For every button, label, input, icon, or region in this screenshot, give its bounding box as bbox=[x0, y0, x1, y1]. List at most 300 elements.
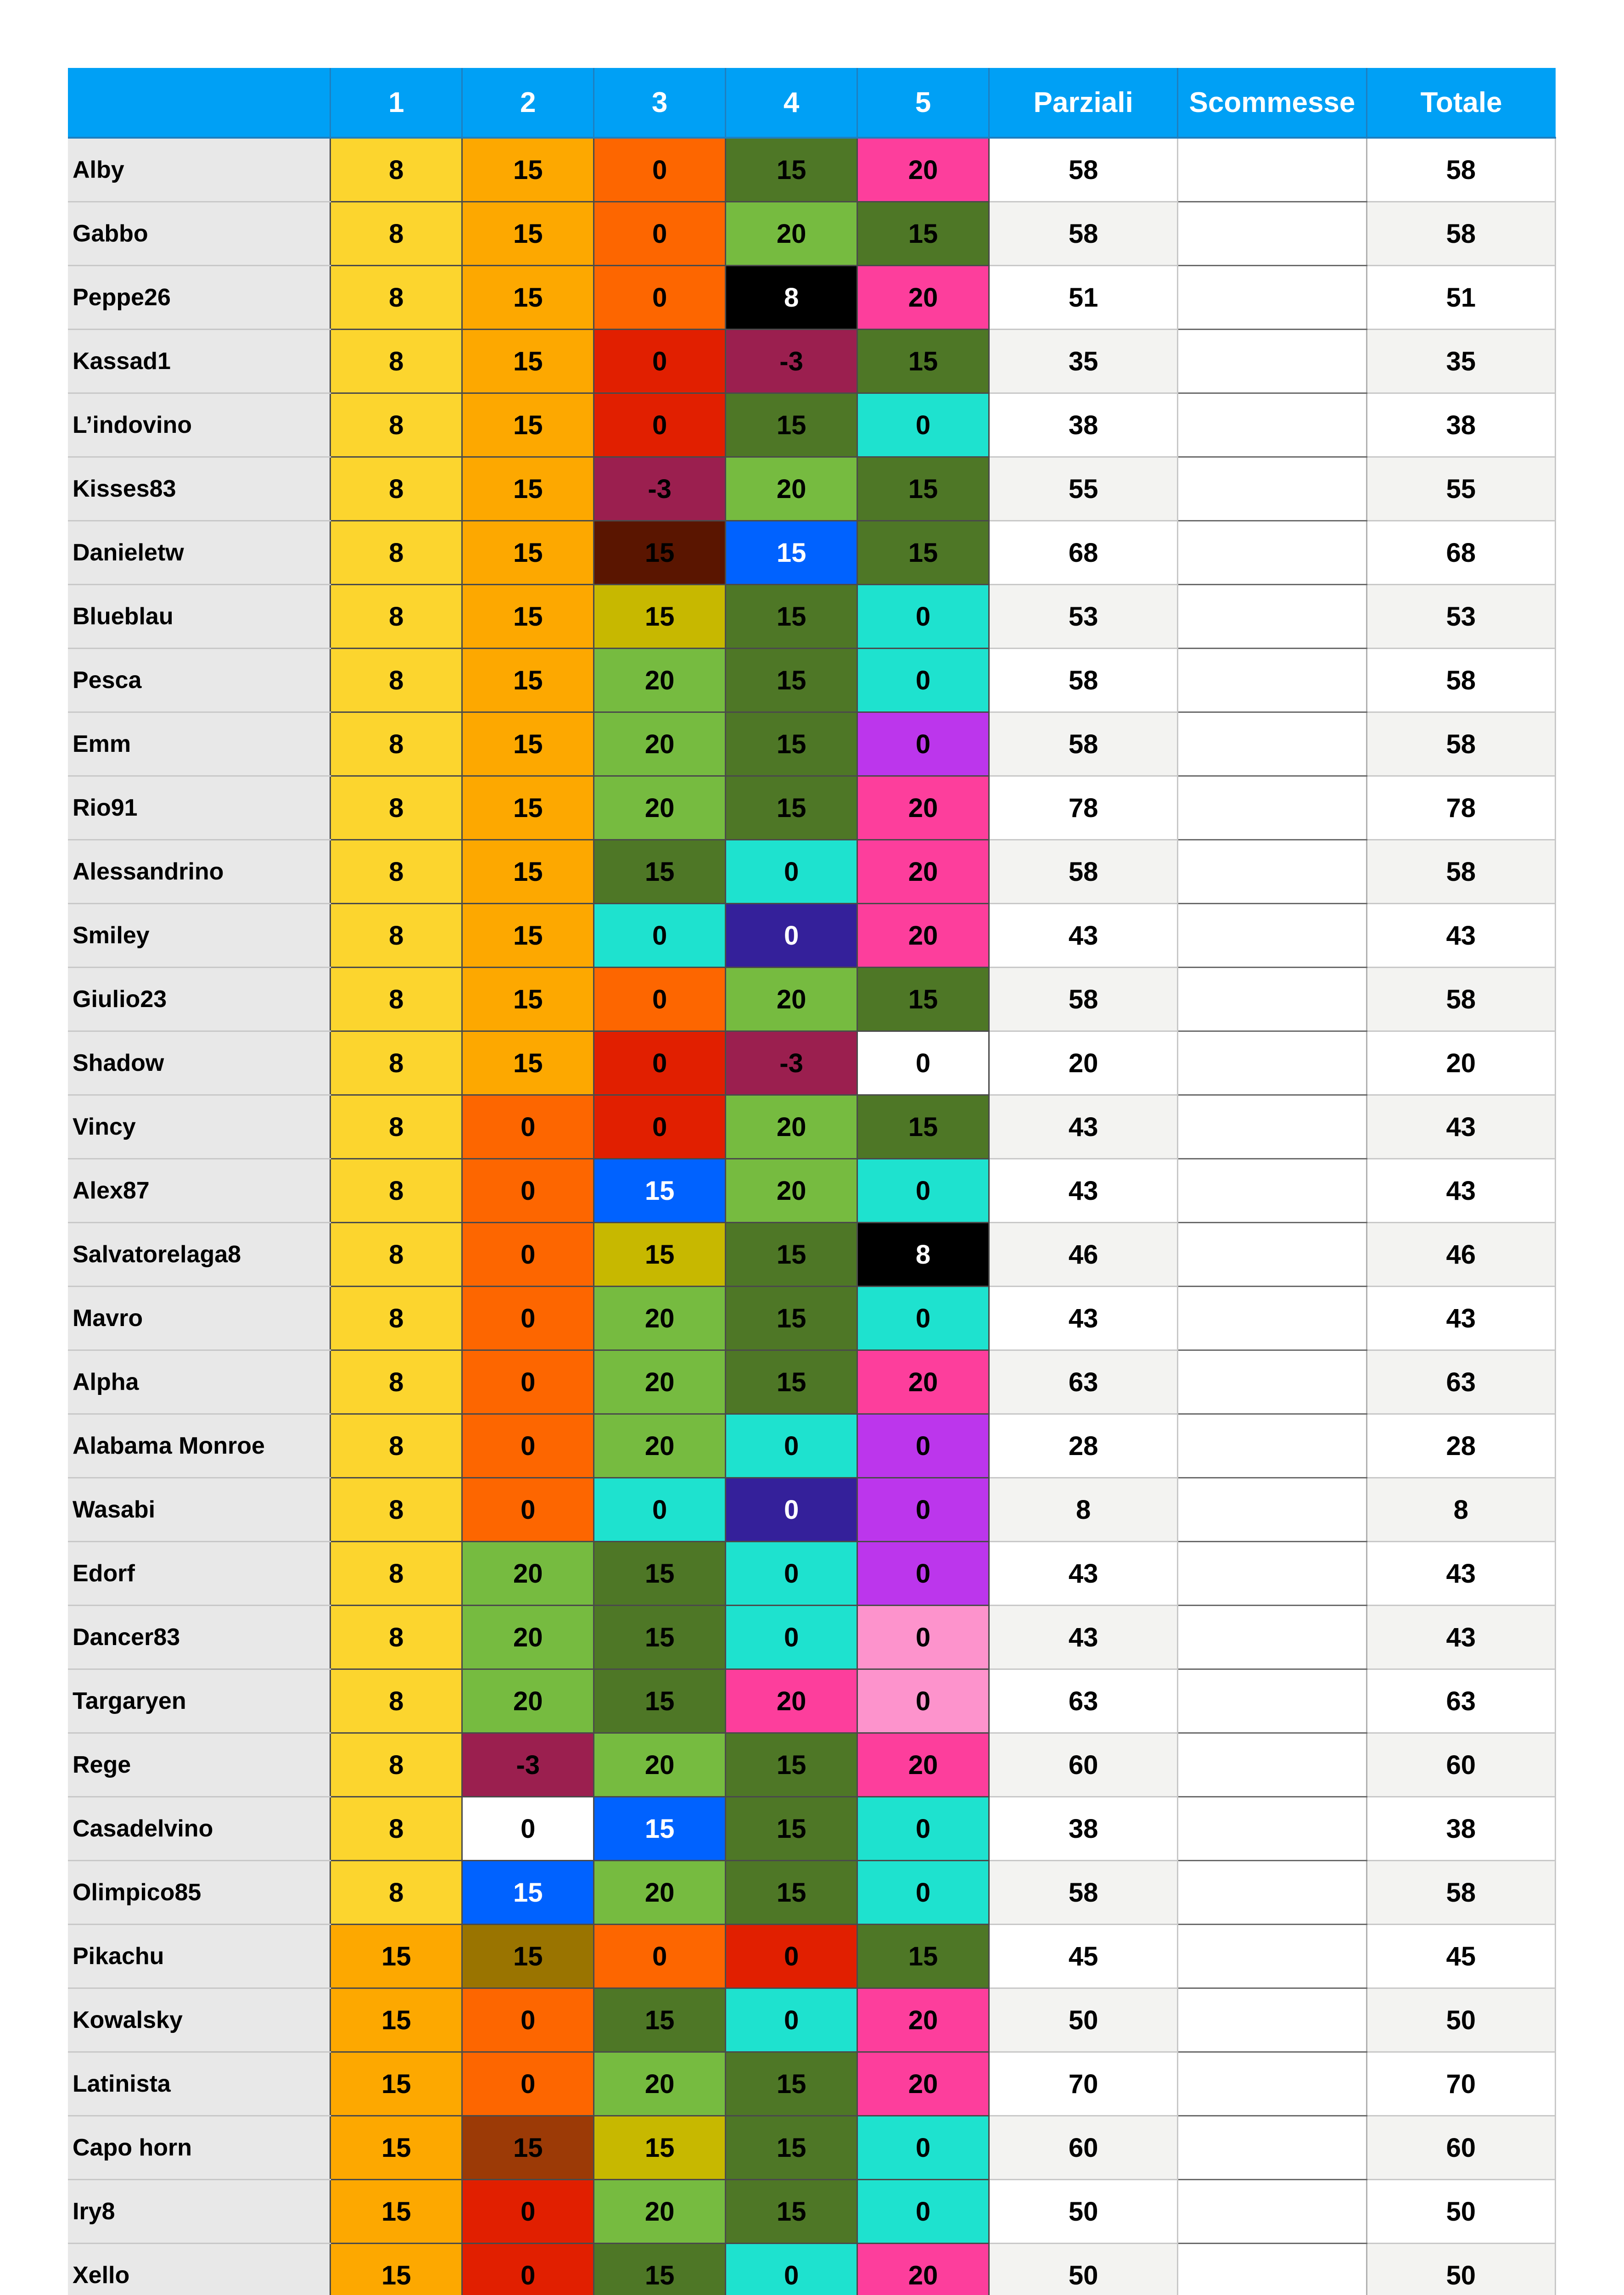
table-row bbox=[68, 1031, 1556, 1095]
totale-cell: 50 bbox=[1366, 1988, 1555, 2052]
table-row bbox=[68, 1414, 1556, 1478]
round-4-score-cell: 0 bbox=[726, 1606, 857, 1669]
round-5-score-cell: 20 bbox=[857, 266, 989, 330]
round-5-score-cell: 20 bbox=[857, 2244, 989, 2295]
player-name-cell: Danieletw bbox=[68, 521, 330, 585]
round-3-score-cell: 0 bbox=[594, 1925, 726, 1988]
scommesse-cell[interactable] bbox=[1178, 2180, 1366, 2244]
round-1-score-cell: 8 bbox=[330, 330, 462, 393]
header-name-column bbox=[68, 68, 330, 138]
totale-cell: 70 bbox=[1366, 2052, 1555, 2116]
round-3-score-cell: 0 bbox=[594, 1031, 726, 1095]
round-1-score-cell: 8 bbox=[330, 1159, 462, 1223]
table-row bbox=[68, 330, 1556, 393]
totale-cell: 78 bbox=[1366, 776, 1555, 840]
player-name-cell: Wasabi bbox=[68, 1478, 330, 1542]
scommesse-cell[interactable] bbox=[1178, 1159, 1366, 1223]
totale-cell: 53 bbox=[1366, 585, 1555, 649]
totale-cell: 43 bbox=[1366, 1287, 1555, 1350]
round-1-score-cell: 8 bbox=[330, 904, 462, 968]
totale-cell: 43 bbox=[1366, 1159, 1555, 1223]
player-name-cell: Giulio23 bbox=[68, 968, 330, 1031]
totale-cell: 20 bbox=[1366, 1031, 1555, 1095]
parziali-cell: 43 bbox=[989, 1287, 1177, 1350]
round-2-score-cell: 15 bbox=[462, 138, 594, 202]
round-2-score-cell: 15 bbox=[462, 585, 594, 649]
totale-cell: 50 bbox=[1366, 2180, 1555, 2244]
round-3-score-cell: 20 bbox=[594, 776, 726, 840]
table-row bbox=[68, 1606, 1556, 1669]
player-name-cell: Casadelvino bbox=[68, 1797, 330, 1861]
parziali-cell: 46 bbox=[989, 1223, 1177, 1287]
scommesse-cell[interactable] bbox=[1178, 1733, 1366, 1797]
totale-cell: 28 bbox=[1366, 1414, 1555, 1478]
parziali-cell: 38 bbox=[989, 393, 1177, 457]
parziali-cell: 63 bbox=[989, 1669, 1177, 1733]
scommesse-cell[interactable] bbox=[1178, 1988, 1366, 2052]
round-4-score-cell: 15 bbox=[726, 1350, 857, 1414]
player-name-cell: Emm bbox=[68, 712, 330, 776]
round-2-score-cell: 15 bbox=[462, 968, 594, 1031]
scommesse-cell[interactable] bbox=[1178, 2244, 1366, 2295]
round-1-score-cell: 8 bbox=[330, 968, 462, 1031]
table-row bbox=[68, 1925, 1556, 1988]
round-3-score-cell: 15 bbox=[594, 1159, 726, 1223]
round-4-score-cell: 15 bbox=[726, 712, 857, 776]
round-5-score-cell: 20 bbox=[857, 1350, 989, 1414]
scommesse-cell[interactable] bbox=[1178, 1031, 1366, 1095]
scommesse-cell[interactable] bbox=[1178, 330, 1366, 393]
scommesse-cell[interactable] bbox=[1178, 1797, 1366, 1861]
round-1-score-cell: 8 bbox=[330, 202, 462, 266]
table-row bbox=[68, 457, 1556, 521]
round-4-score-cell: 20 bbox=[726, 1095, 857, 1159]
round-2-score-cell: 15 bbox=[462, 330, 594, 393]
round-5-score-cell: 0 bbox=[857, 1031, 989, 1095]
round-2-score-cell: 0 bbox=[462, 1287, 594, 1350]
round-2-score-cell: 0 bbox=[462, 1350, 594, 1414]
round-4-score-cell: 0 bbox=[726, 1542, 857, 1606]
scommesse-cell[interactable] bbox=[1178, 585, 1366, 649]
scommesse-cell[interactable] bbox=[1178, 1606, 1366, 1669]
round-3-score-cell: 20 bbox=[594, 1733, 726, 1797]
round-3-score-cell: 0 bbox=[594, 330, 726, 393]
totale-cell: 35 bbox=[1366, 330, 1555, 393]
parziali-cell: 70 bbox=[989, 2052, 1177, 2116]
scommesse-cell[interactable] bbox=[1178, 904, 1366, 968]
round-2-score-cell: 15 bbox=[462, 712, 594, 776]
round-4-score-cell: 15 bbox=[726, 1287, 857, 1350]
round-2-score-cell: 0 bbox=[462, 1414, 594, 1478]
table-row bbox=[68, 2244, 1556, 2295]
score-table-container bbox=[68, 68, 1556, 2295]
scommesse-cell[interactable] bbox=[1178, 712, 1366, 776]
table-row bbox=[68, 1095, 1556, 1159]
scommesse-cell[interactable] bbox=[1178, 1542, 1366, 1606]
parziali-cell: 58 bbox=[989, 202, 1177, 266]
parziali-cell: 43 bbox=[989, 1095, 1177, 1159]
round-3-score-cell: 0 bbox=[594, 393, 726, 457]
round-3-score-cell: 15 bbox=[594, 1669, 726, 1733]
header-column-5: 5 bbox=[857, 68, 989, 138]
round-2-score-cell: 0 bbox=[462, 2180, 594, 2244]
round-2-score-cell: 20 bbox=[462, 1606, 594, 1669]
round-5-score-cell: 20 bbox=[857, 1733, 989, 1797]
round-4-score-cell: 20 bbox=[726, 202, 857, 266]
round-1-score-cell: 8 bbox=[330, 457, 462, 521]
round-4-score-cell: 0 bbox=[726, 840, 857, 904]
table-row bbox=[68, 1478, 1556, 1542]
round-2-score-cell: 20 bbox=[462, 1669, 594, 1733]
scommesse-cell[interactable] bbox=[1178, 1287, 1366, 1350]
round-4-score-cell: 20 bbox=[726, 968, 857, 1031]
player-name-cell: Smiley bbox=[68, 904, 330, 968]
parziali-cell: 58 bbox=[989, 840, 1177, 904]
parziali-cell: 78 bbox=[989, 776, 1177, 840]
round-5-score-cell: 0 bbox=[857, 1797, 989, 1861]
round-2-score-cell: 15 bbox=[462, 393, 594, 457]
table-row bbox=[68, 1159, 1556, 1223]
parziali-cell: 50 bbox=[989, 2180, 1177, 2244]
round-1-score-cell: 8 bbox=[330, 1350, 462, 1414]
round-4-score-cell: -3 bbox=[726, 1031, 857, 1095]
round-5-score-cell: 15 bbox=[857, 1925, 989, 1988]
scommesse-cell[interactable] bbox=[1178, 649, 1366, 712]
player-name-cell: Kisses83 bbox=[68, 457, 330, 521]
totale-cell: 55 bbox=[1366, 457, 1555, 521]
player-name-cell: Pikachu bbox=[68, 1925, 330, 1988]
round-1-score-cell: 8 bbox=[330, 138, 462, 202]
round-4-score-cell: 15 bbox=[726, 1733, 857, 1797]
table-row bbox=[68, 1350, 1556, 1414]
round-1-score-cell: 8 bbox=[330, 1797, 462, 1861]
round-2-score-cell: 15 bbox=[462, 776, 594, 840]
table-row bbox=[68, 585, 1556, 649]
round-5-score-cell: 0 bbox=[857, 712, 989, 776]
round-1-score-cell: 8 bbox=[330, 1733, 462, 1797]
round-3-score-cell: 15 bbox=[594, 1606, 726, 1669]
round-1-score-cell: 8 bbox=[330, 585, 462, 649]
table-row bbox=[68, 1223, 1556, 1287]
parziali-cell: 43 bbox=[989, 1606, 1177, 1669]
round-1-score-cell: 15 bbox=[330, 1925, 462, 1988]
round-1-score-cell: 8 bbox=[330, 1478, 462, 1542]
round-4-score-cell: 0 bbox=[726, 2244, 857, 2295]
scommesse-cell[interactable] bbox=[1178, 2116, 1366, 2180]
round-2-score-cell: 15 bbox=[462, 202, 594, 266]
scommesse-cell[interactable] bbox=[1178, 1669, 1366, 1733]
player-name-cell: Alex87 bbox=[68, 1159, 330, 1223]
parziali-cell: 58 bbox=[989, 138, 1177, 202]
round-1-score-cell: 8 bbox=[330, 1542, 462, 1606]
round-2-score-cell: 0 bbox=[462, 1478, 594, 1542]
player-name-cell: Vincy bbox=[68, 1095, 330, 1159]
player-name-cell: Alpha bbox=[68, 1350, 330, 1414]
round-5-score-cell: 15 bbox=[857, 521, 989, 585]
round-3-score-cell: 0 bbox=[594, 138, 726, 202]
parziali-cell: 43 bbox=[989, 1159, 1177, 1223]
round-2-score-cell: 20 bbox=[462, 1542, 594, 1606]
totale-cell: 43 bbox=[1366, 1095, 1555, 1159]
player-name-cell: Targaryen bbox=[68, 1669, 330, 1733]
round-1-score-cell: 8 bbox=[330, 1861, 462, 1925]
totale-cell: 68 bbox=[1366, 521, 1555, 585]
round-3-score-cell: 15 bbox=[594, 840, 726, 904]
totale-cell: 60 bbox=[1366, 2116, 1555, 2180]
player-name-cell: Gabbo bbox=[68, 202, 330, 266]
round-3-score-cell: 15 bbox=[594, 1797, 726, 1861]
table-row bbox=[68, 1287, 1556, 1350]
round-5-score-cell: 20 bbox=[857, 1988, 989, 2052]
header-column-3: 3 bbox=[594, 68, 726, 138]
table-row bbox=[68, 2180, 1556, 2244]
round-3-score-cell: 20 bbox=[594, 1287, 726, 1350]
round-2-score-cell: 15 bbox=[462, 457, 594, 521]
round-1-score-cell: 8 bbox=[330, 521, 462, 585]
totale-cell: 43 bbox=[1366, 1606, 1555, 1669]
round-1-score-cell: 8 bbox=[330, 1287, 462, 1350]
scommesse-cell[interactable] bbox=[1178, 266, 1366, 330]
scommesse-cell[interactable] bbox=[1178, 776, 1366, 840]
round-1-score-cell: 8 bbox=[330, 840, 462, 904]
round-4-score-cell: 20 bbox=[726, 1159, 857, 1223]
totale-cell: 43 bbox=[1366, 904, 1555, 968]
parziali-cell: 35 bbox=[989, 330, 1177, 393]
round-4-score-cell: 15 bbox=[726, 393, 857, 457]
totale-cell: 45 bbox=[1366, 1925, 1555, 1988]
round-3-score-cell: 0 bbox=[594, 904, 726, 968]
round-5-score-cell: 0 bbox=[857, 1669, 989, 1733]
round-1-score-cell: 8 bbox=[330, 649, 462, 712]
score-table bbox=[68, 68, 1556, 2295]
round-2-score-cell: 0 bbox=[462, 1159, 594, 1223]
parziali-cell: 58 bbox=[989, 1861, 1177, 1925]
round-2-score-cell: 0 bbox=[462, 1797, 594, 1861]
scommesse-cell[interactable] bbox=[1178, 1414, 1366, 1478]
table-row bbox=[68, 712, 1556, 776]
round-5-score-cell: 15 bbox=[857, 457, 989, 521]
round-3-score-cell: 15 bbox=[594, 1542, 726, 1606]
table-row bbox=[68, 840, 1556, 904]
round-5-score-cell: 15 bbox=[857, 968, 989, 1031]
scommesse-cell[interactable] bbox=[1178, 457, 1366, 521]
round-3-score-cell: 15 bbox=[594, 1223, 726, 1287]
round-4-score-cell: 0 bbox=[726, 1478, 857, 1542]
scommesse-cell[interactable] bbox=[1178, 521, 1366, 585]
parziali-cell: 58 bbox=[989, 649, 1177, 712]
round-5-score-cell: 15 bbox=[857, 1095, 989, 1159]
round-4-score-cell: 0 bbox=[726, 904, 857, 968]
totale-cell: 38 bbox=[1366, 393, 1555, 457]
scommesse-cell[interactable] bbox=[1178, 840, 1366, 904]
totale-cell: 58 bbox=[1366, 968, 1555, 1031]
round-5-score-cell: 15 bbox=[857, 202, 989, 266]
round-5-score-cell: 0 bbox=[857, 1542, 989, 1606]
parziali-cell: 43 bbox=[989, 1542, 1177, 1606]
table-row bbox=[68, 393, 1556, 457]
parziali-cell: 55 bbox=[989, 457, 1177, 521]
round-5-score-cell: 20 bbox=[857, 138, 989, 202]
round-2-score-cell: 0 bbox=[462, 1223, 594, 1287]
round-2-score-cell: 15 bbox=[462, 266, 594, 330]
round-2-score-cell: 15 bbox=[462, 521, 594, 585]
player-name-cell: Capo horn bbox=[68, 2116, 330, 2180]
totale-cell: 63 bbox=[1366, 1350, 1555, 1414]
scommesse-cell[interactable] bbox=[1178, 138, 1366, 202]
parziali-cell: 43 bbox=[989, 904, 1177, 968]
round-4-score-cell: 0 bbox=[726, 1988, 857, 2052]
round-2-score-cell: 15 bbox=[462, 1861, 594, 1925]
round-2-score-cell: 15 bbox=[462, 1925, 594, 1988]
round-2-score-cell: 0 bbox=[462, 2244, 594, 2295]
round-4-score-cell: 15 bbox=[726, 776, 857, 840]
round-4-score-cell: 0 bbox=[726, 1925, 857, 1988]
round-5-score-cell: 0 bbox=[857, 1861, 989, 1925]
header-parziali: Parziali bbox=[989, 68, 1177, 138]
round-4-score-cell: 15 bbox=[726, 2052, 857, 2116]
totale-cell: 38 bbox=[1366, 1797, 1555, 1861]
round-5-score-cell: 0 bbox=[857, 2180, 989, 2244]
round-2-score-cell: 15 bbox=[462, 649, 594, 712]
round-2-score-cell: 0 bbox=[462, 2052, 594, 2116]
round-2-score-cell: 15 bbox=[462, 2116, 594, 2180]
round-5-score-cell: 0 bbox=[857, 1159, 989, 1223]
player-name-cell: Blueblau bbox=[68, 585, 330, 649]
player-name-cell: Alessandrino bbox=[68, 840, 330, 904]
table-row bbox=[68, 904, 1556, 968]
round-4-score-cell: 15 bbox=[726, 1797, 857, 1861]
totale-cell: 58 bbox=[1366, 1861, 1555, 1925]
parziali-cell: 63 bbox=[989, 1350, 1177, 1414]
round-5-score-cell: 0 bbox=[857, 1287, 989, 1350]
round-5-score-cell: 0 bbox=[857, 585, 989, 649]
round-3-score-cell: 20 bbox=[594, 2052, 726, 2116]
table-header bbox=[68, 68, 1556, 138]
round-4-score-cell: 20 bbox=[726, 457, 857, 521]
round-3-score-cell: 20 bbox=[594, 1861, 726, 1925]
round-1-score-cell: 8 bbox=[330, 712, 462, 776]
header-scommesse: Scommesse bbox=[1178, 68, 1366, 138]
totale-cell: 58 bbox=[1366, 649, 1555, 712]
player-name-cell: Kassad1 bbox=[68, 330, 330, 393]
round-5-score-cell: 0 bbox=[857, 1606, 989, 1669]
table-row bbox=[68, 266, 1556, 330]
round-3-score-cell: 15 bbox=[594, 2116, 726, 2180]
parziali-cell: 60 bbox=[989, 1733, 1177, 1797]
round-1-score-cell: 8 bbox=[330, 1223, 462, 1287]
scommesse-cell[interactable] bbox=[1178, 393, 1366, 457]
round-4-score-cell: 0 bbox=[726, 1414, 857, 1478]
header-column-1: 1 bbox=[330, 68, 462, 138]
totale-cell: 58 bbox=[1366, 138, 1555, 202]
parziali-cell: 8 bbox=[989, 1478, 1177, 1542]
round-4-score-cell: 15 bbox=[726, 649, 857, 712]
scommesse-cell[interactable] bbox=[1178, 1478, 1366, 1542]
round-3-score-cell: 15 bbox=[594, 1988, 726, 2052]
player-name-cell: Latinista bbox=[68, 2052, 330, 2116]
round-2-score-cell: 15 bbox=[462, 904, 594, 968]
parziali-cell: 50 bbox=[989, 2244, 1177, 2295]
scommesse-cell[interactable] bbox=[1178, 968, 1366, 1031]
round-5-score-cell: 15 bbox=[857, 330, 989, 393]
player-name-cell: Rio91 bbox=[68, 776, 330, 840]
round-5-score-cell: 0 bbox=[857, 393, 989, 457]
round-3-score-cell: 20 bbox=[594, 1350, 726, 1414]
scommesse-cell[interactable] bbox=[1178, 1861, 1366, 1925]
round-1-score-cell: 8 bbox=[330, 1095, 462, 1159]
round-1-score-cell: 15 bbox=[330, 2052, 462, 2116]
round-4-score-cell: 15 bbox=[726, 138, 857, 202]
player-name-cell: Alabama Monroe bbox=[68, 1414, 330, 1478]
table-row bbox=[68, 1988, 1556, 2052]
round-4-score-cell: 20 bbox=[726, 1669, 857, 1733]
table-row bbox=[68, 1861, 1556, 1925]
round-4-score-cell: 15 bbox=[726, 1223, 857, 1287]
round-3-score-cell: -3 bbox=[594, 457, 726, 521]
round-1-score-cell: 8 bbox=[330, 1606, 462, 1669]
round-1-score-cell: 8 bbox=[330, 393, 462, 457]
table-row bbox=[68, 521, 1556, 585]
parziali-cell: 58 bbox=[989, 712, 1177, 776]
round-4-score-cell: 15 bbox=[726, 585, 857, 649]
round-3-score-cell: 15 bbox=[594, 585, 726, 649]
scommesse-cell[interactable] bbox=[1178, 2052, 1366, 2116]
table-row bbox=[68, 649, 1556, 712]
header-column-4: 4 bbox=[726, 68, 857, 138]
round-2-score-cell: 15 bbox=[462, 1031, 594, 1095]
totale-cell: 46 bbox=[1366, 1223, 1555, 1287]
round-5-score-cell: 0 bbox=[857, 649, 989, 712]
round-4-score-cell: 15 bbox=[726, 2116, 857, 2180]
table-row bbox=[68, 138, 1556, 202]
round-1-score-cell: 15 bbox=[330, 2244, 462, 2295]
totale-cell: 58 bbox=[1366, 712, 1555, 776]
round-1-score-cell: 8 bbox=[330, 1669, 462, 1733]
scommesse-cell[interactable] bbox=[1178, 202, 1366, 266]
scommesse-cell[interactable] bbox=[1178, 1925, 1366, 1988]
round-1-score-cell: 15 bbox=[330, 2116, 462, 2180]
round-3-score-cell: 20 bbox=[594, 2180, 726, 2244]
table-row bbox=[68, 1797, 1556, 1861]
totale-cell: 63 bbox=[1366, 1669, 1555, 1733]
table-row bbox=[68, 2116, 1556, 2180]
player-name-cell: Xello bbox=[68, 2244, 330, 2295]
round-5-score-cell: 0 bbox=[857, 2116, 989, 2180]
round-3-score-cell: 0 bbox=[594, 968, 726, 1031]
player-name-cell: Olimpico85 bbox=[68, 1861, 330, 1925]
scommesse-cell[interactable] bbox=[1178, 1095, 1366, 1159]
scommesse-cell[interactable] bbox=[1178, 1223, 1366, 1287]
parziali-cell: 20 bbox=[989, 1031, 1177, 1095]
header-column-2: 2 bbox=[462, 68, 594, 138]
player-name-cell: Pesca bbox=[68, 649, 330, 712]
round-3-score-cell: 20 bbox=[594, 649, 726, 712]
parziali-cell: 45 bbox=[989, 1925, 1177, 1988]
parziali-cell: 28 bbox=[989, 1414, 1177, 1478]
round-5-score-cell: 20 bbox=[857, 2052, 989, 2116]
totale-cell: 60 bbox=[1366, 1733, 1555, 1797]
player-name-cell: Mavro bbox=[68, 1287, 330, 1350]
table-row bbox=[68, 968, 1556, 1031]
table-row bbox=[68, 202, 1556, 266]
player-name-cell: Dancer83 bbox=[68, 1606, 330, 1669]
table-row bbox=[68, 1669, 1556, 1733]
parziali-cell: 50 bbox=[989, 1988, 1177, 2052]
scommesse-cell[interactable] bbox=[1178, 1350, 1366, 1414]
totale-cell: 43 bbox=[1366, 1542, 1555, 1606]
round-1-score-cell: 8 bbox=[330, 1414, 462, 1478]
round-1-score-cell: 15 bbox=[330, 2180, 462, 2244]
